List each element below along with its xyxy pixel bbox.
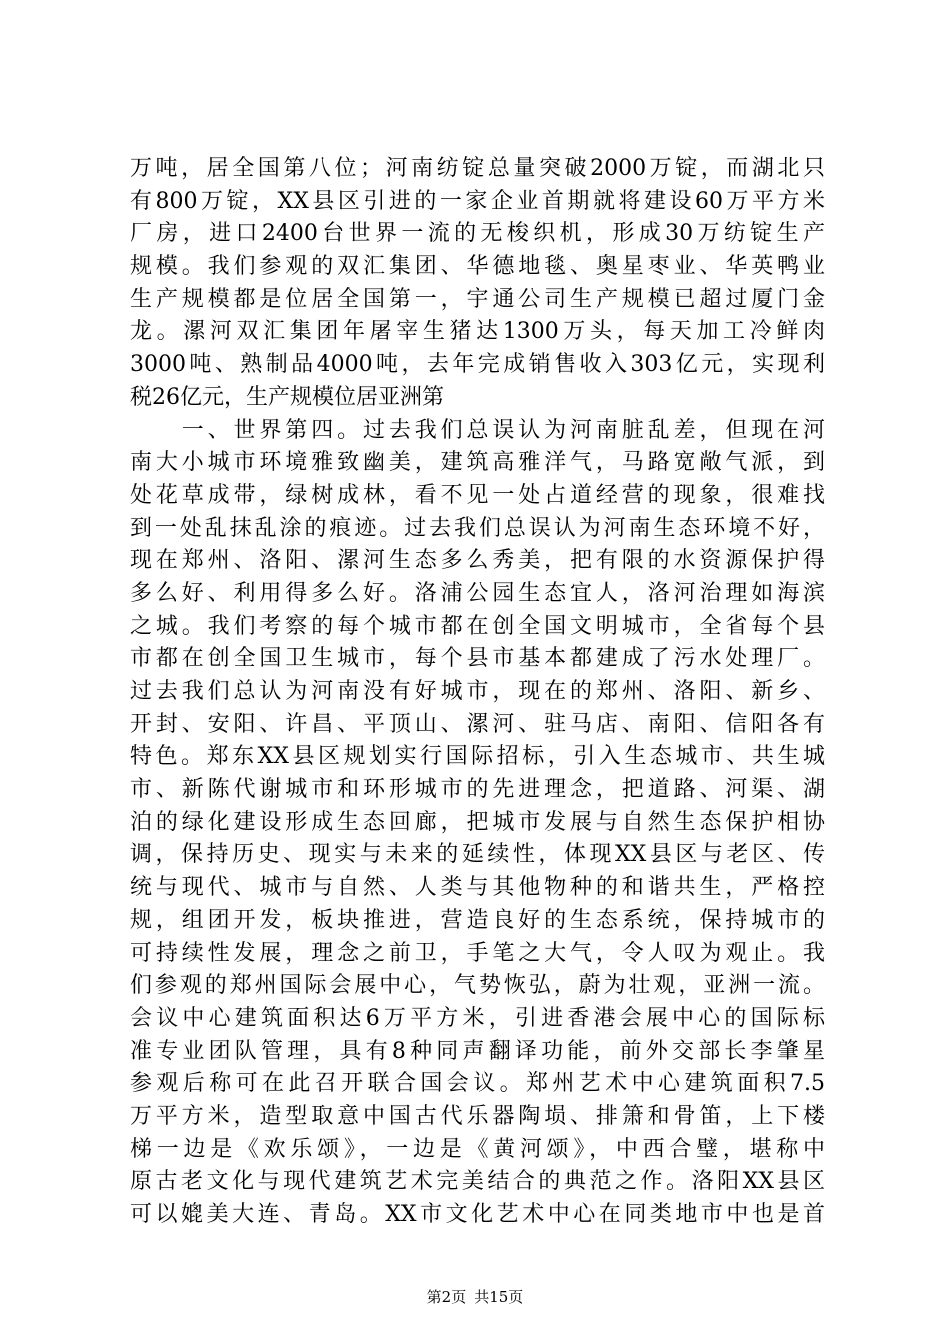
text-line: 南大小城市环境雅致幽美，建筑高雅洋气，马路宽敞气派，到 [130,450,825,476]
text-line: 可持续性发展，理念之前卫，手笔之大气，令人叹为观止。我 [130,940,825,966]
text-line: 之城。我们考察的每个城市都在创全国文明城市，全省每个县 [130,613,825,639]
text-line: 原古老文化与现代建筑艺术完美结合的典范之作。洛阳XX县区 [130,1169,825,1195]
text-line: 3000吨、熟制品4000吨，去年完成销售收入303亿元，实现利 [130,352,825,378]
text-line: 市、新陈代谢城市和环形城市的先进理念，把道路、河渠、湖 [130,777,825,803]
text-line: 到一处乱抹乱涂的痕迹。过去我们总误认为河南生态环境不好， [130,515,825,541]
text-line: 准专业团队管理，具有8种同声翻译功能，前外交部长李肇星 [130,1038,825,1064]
text-line: 规，组团开发，板块推进，营造良好的生态系统，保持城市的 [130,907,825,933]
text-line: 生产规模都是位居全国第一，宇通公司生产规模已超过厦门金 [130,286,825,312]
text-line: 调，保持历史、现实与未来的延续性，体现XX县区与老区、传 [130,842,825,868]
text-line: 厂房，进口2400台世界一流的无梭织机，形成30万纺锭生产 [130,221,825,247]
text-line: 税26亿元，生产规模位居亚洲第 [130,384,444,410]
text-line: 处花草成带，绿树成林，看不见一处占道经营的现象，很难找 [130,482,825,508]
text-line: 会议中心建筑面积达6万平方米，引进香港会展中心的国际标 [130,1005,825,1031]
text-line: 现在郑州、洛阳、漯河生态多么秀美，把有限的水资源保护得 [130,548,825,574]
text-line: 市都在创全国卫生城市，每个县市基本都建成了污水处理厂。 [130,646,825,672]
page-number: 第2页 [426,1288,467,1306]
page-total: 共15页 [474,1288,524,1306]
text-line: 一、世界第四。过去我们总误认为河南脏乱差，但现在河 [130,417,825,443]
text-line: 开封、安阳、许昌、平顶山、漯河、驻马店、南阳、信阳各有 [130,711,825,737]
page-footer [0,1287,950,1307]
text-line: 过去我们总认为河南没有好城市，现在的郑州、洛阳、新乡、 [130,679,825,704]
text-line: 统与现代、城市与自然、人类与其他物种的和谐共生，严格控 [130,875,825,901]
text-line: 泊的绿化建设形成生态回廊，把城市发展与自然生态保护相协 [130,809,825,835]
text-line: 特色。郑东XX县区规划实行国际招标，引入生态城市、共生城 [130,744,825,770]
text-line: 龙。漯河双汇集团年屠宰生猪达1300万头，每天加工冷鲜肉 [130,319,825,345]
text-line: 万平方米，造型取意中国古代乐器陶埙、排箫和骨笛，上下楼 [130,1103,825,1129]
text-line: 梯一边是《欢乐颂》，一边是《黄河颂》，中西合璧，堪称中 [130,1136,825,1162]
text-line: 有800万锭，XX县区引进的一家企业首期就将建设60万平方米 [130,188,825,214]
text-line: 规模。我们参观的双汇集团、华德地毯、奥星枣业、华英鸭业 [130,254,825,280]
text-line: 万吨，居全国第八位；河南纺锭总量突破2000万锭，而湖北只 [130,156,825,181]
text-line: 参观后称可在此召开联合国会议。郑州艺术中心建筑面积7.5 [130,1071,825,1097]
text-line: 们参观的郑州国际会展中心，气势恢弘，蔚为壮观，亚洲一流。 [130,973,825,999]
document-body [130,153,825,1232]
text-line: 可以媲美大连、青岛。XX市文化艺术中心在同类地市中也是首 [130,1202,825,1227]
text-line: 多么好、利用得多么好。洛浦公园生态宜人，洛河治理如海滨 [130,580,825,606]
